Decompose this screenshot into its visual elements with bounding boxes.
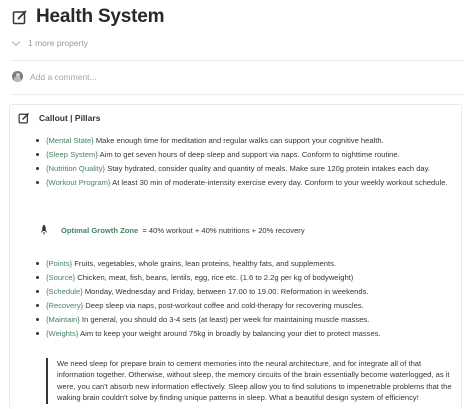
list-item [34, 272, 454, 283]
avatar [12, 71, 23, 82]
detail-tag: {Maintain} [46, 315, 80, 324]
chevron-down-icon [12, 37, 20, 45]
page-header [12, 6, 164, 28]
list-item [34, 328, 454, 339]
details-list [34, 258, 454, 342]
detail-tag: {Weights} [46, 329, 79, 338]
detail-tag: {Points} [46, 259, 73, 268]
pillar-tag: {Mental State} [46, 136, 94, 145]
detail-text: Monday, Wednesday and Friday, between 17.00 to 19.00. Reformation in weekends. [82, 287, 369, 296]
detail-text: Aim to keep your weight around 75kg in broadly by balancing your diet to protect masses. [78, 329, 381, 338]
comment-input[interactable] [12, 71, 97, 82]
pillar-text: Stay hydrated, consider quality and quantity of meals. Make sure 120g protein intakes each day. [105, 164, 430, 173]
page-title: Health System [36, 6, 165, 27]
list-item [34, 149, 454, 160]
detail-text: Chicken, meat, fish, beans, lentils, egg, rice etc. (1.6 to 2.2g per kg of bodyweight) [75, 273, 354, 282]
detail-text: Deep sleep via naps, post-workout coffee and cold-therapy for recovering muscles. [83, 301, 364, 310]
list-item [34, 286, 454, 297]
divider [10, 94, 464, 95]
comment-placeholder: Add a comment... [30, 71, 97, 82]
growth-zone-line [40, 224, 305, 237]
pillar-text: At least 30 min of moderate-intensity exercise every day. Conform to your weekly workout schedule. [110, 178, 448, 187]
list-item [34, 177, 454, 188]
list-item [34, 300, 454, 311]
more-properties-toggle[interactable] [12, 38, 88, 48]
detail-tag: {Recovery} [46, 301, 84, 310]
growth-zone-formula: = 40% workout + 40% nutritions + 20% recovery [142, 226, 305, 235]
list-item [34, 314, 454, 325]
pillar-text: Make enough time for meditation and regular walks can support your cognitive health. [93, 136, 384, 145]
rocket-icon [40, 224, 48, 237]
edit-square-icon[interactable] [18, 112, 30, 124]
detail-text: In general, you should do 3-4 sets (at least) per week for maintaining muscle masses. [79, 315, 370, 324]
pillar-tag: {Workout Program} [46, 178, 111, 187]
edit-square-icon [12, 9, 28, 25]
growth-zone-label: Optimal Growth Zone [61, 226, 139, 235]
callout-title: Callout | Pillars [39, 113, 101, 123]
detail-tag: {Source} [46, 273, 76, 282]
quote-block: We need sleep for prepare brain to cement memories into the neural architecture, and for integrate all of that information together. Otherwise, without sleep, the memory circuits of the brain essentially become waterlogged, as it were, you can't absorb new information effectively. Sleep allow you to find solutions to impenetrable problems that the waking brain couldn't solve by finding unique patterns in sleep. What a beautiful design system of efficiency! [46, 358, 456, 404]
pillar-tag: {Nutrition Quality} [46, 164, 106, 173]
detail-tag: {Schedule} [46, 287, 83, 296]
list-item [34, 135, 454, 146]
callout-block [9, 104, 462, 409]
pillar-tag: {Sleep System} [46, 150, 98, 159]
list-item [34, 163, 454, 174]
list-item [34, 258, 454, 269]
more-properties-label: 1 more property [28, 38, 88, 48]
divider [10, 60, 464, 61]
pillars-list [34, 135, 454, 191]
detail-text: Fruits, vegetables, whole grains, lean proteins, healthy fats, and supplements. [72, 259, 337, 268]
pillar-text: Aim to get seven hours of deep sleep and support via naps. Conform to nighttime routine. [97, 150, 400, 159]
callout-header [18, 112, 100, 124]
